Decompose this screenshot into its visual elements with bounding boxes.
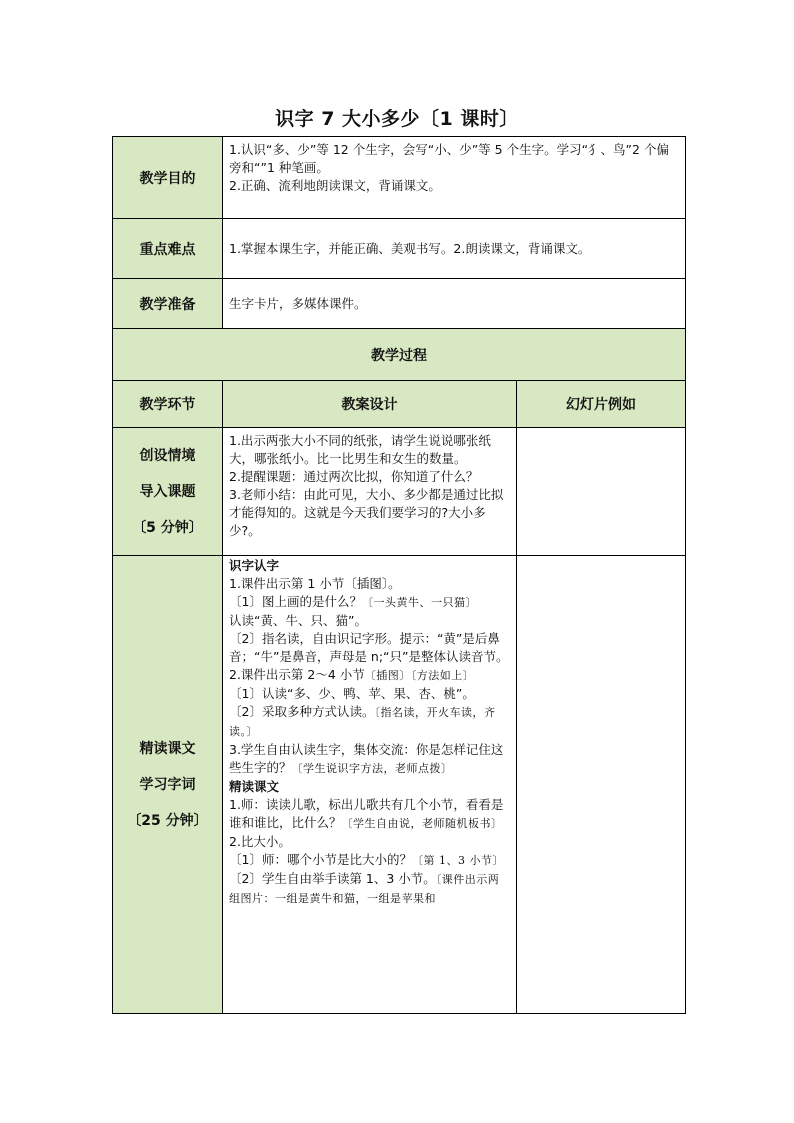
row-section-reading bbox=[113, 556, 686, 1014]
reading-slides-cell bbox=[517, 556, 686, 1014]
reading-line-4: 〔2〕指名读，自由识记字形。提示：“黄”是后鼻音；“牛”是鼻音，声母是 n;“只”是整体认读音节。 bbox=[229, 631, 509, 664]
row-section-intro bbox=[113, 428, 686, 556]
reading-label-line-3: 〔25 分钟〕 bbox=[127, 812, 208, 829]
column-header-design: 教案设计 bbox=[223, 381, 517, 428]
reading-line-2-note: 〔一头黄牛、一只猫〕 bbox=[361, 596, 477, 609]
intro-label-line-1: 创设情境 bbox=[139, 447, 196, 464]
reading-line-9-note: 〔学生自由说，老师随机板书〕 bbox=[341, 817, 503, 830]
process-header: 教学过程 bbox=[113, 329, 686, 381]
reading-line-11 bbox=[229, 851, 510, 870]
row-preparation bbox=[113, 279, 686, 329]
reading-line-8 bbox=[229, 741, 510, 778]
objectives-line-1: 1.认识“多、少”等 12 个生字，会写“小、少”等 5 个生字。学习“犭、鸟”2 个偏旁和“”1 种笔画。 bbox=[229, 142, 669, 175]
column-header-stage: 教学环节 bbox=[113, 381, 223, 428]
intro-content bbox=[223, 428, 517, 556]
reading-line-12 bbox=[229, 870, 510, 908]
reading-line-2 bbox=[229, 593, 510, 612]
reading-line-8-text: 3.学生自由认读生字，集体交流：你是怎样记住这些生字的？ bbox=[229, 742, 504, 775]
intro-label-line-3: 〔5 分钟〕 bbox=[132, 519, 203, 536]
objectives-content bbox=[223, 137, 686, 219]
reading-line-9 bbox=[229, 796, 510, 833]
intro-label-line-2: 导入课题 bbox=[139, 483, 196, 500]
lesson-plan-table bbox=[112, 136, 686, 1014]
page-title: 识字 7 大小多少〔1 课时〕 bbox=[275, 108, 519, 130]
reading-line-7-text: 〔2〕采取多种方式认读。 bbox=[229, 704, 375, 719]
intro-slides-cell bbox=[517, 428, 686, 556]
reading-line-11-note: 〔第 1、3 小节〕 bbox=[411, 854, 504, 867]
reading-line-9-text: 1.师：读读儿歌，标出儿歌共有几个小节，看看是谁和谁比，比什么？ bbox=[229, 797, 504, 830]
objectives-line-2: 2.正确、流利地朗读课文，背诵课文。 bbox=[229, 178, 441, 193]
intro-line-3: 3.老师小结：由此可见，大小、多少都是通过比拟才能得知的。这就是今天我们要学习的?大小多少?。 bbox=[229, 487, 504, 538]
row-column-headers bbox=[113, 381, 686, 428]
reading-line-7 bbox=[229, 703, 510, 741]
intro-label bbox=[113, 428, 223, 556]
reading-line-12-text: 〔2〕学生自由举手读第 1、3 小节。 bbox=[229, 871, 436, 886]
reading-content bbox=[223, 556, 517, 1014]
column-header-slides: 幻灯片例如 bbox=[517, 381, 686, 428]
reading-line-5-note: 〔插图〕〔方法如上〕 bbox=[364, 669, 475, 682]
row-process-header bbox=[113, 329, 686, 381]
intro-line-1: 1.出示两张大小不同的纸张，请学生说说哪张纸大，哪张纸小。比一比男生和女生的数量。 bbox=[229, 433, 491, 466]
reading-line-10: 2.比大小。 bbox=[229, 834, 291, 849]
reading-line-5-text: 2.课件出示第 2～4 小节 bbox=[229, 667, 365, 682]
keypoints-content: 1.掌握本课生字，并能正确、美观书写。2.朗读课文，背诵课文。 bbox=[223, 219, 686, 279]
reading-line-11-text: 〔1〕师：哪个小节是比大小的？ bbox=[229, 852, 412, 867]
reading-line-7-note: 〔指名读，开火车读，齐读。〕 bbox=[229, 706, 496, 738]
reading-subheading-1: 识字认字 bbox=[229, 558, 280, 573]
reading-line-2-text: 〔1〕图上画的是什么？ bbox=[229, 594, 362, 609]
reading-line-8-note: 〔学生说识字方法，老师点拨〕 bbox=[291, 762, 453, 775]
reading-subheading-2: 精读课文 bbox=[229, 779, 280, 794]
reading-line-3: 认读“黄、牛、只、猫”。 bbox=[229, 613, 367, 628]
keypoints-label: 重点难点 bbox=[113, 219, 223, 279]
reading-label bbox=[113, 556, 223, 1014]
reading-line-6: 〔1〕认读“多、少、鸭、苹、果、杏、桃”。 bbox=[229, 686, 475, 701]
reading-line-1: 1.课件出示第 1 小节〔插图〕。 bbox=[229, 576, 401, 591]
row-keypoints bbox=[113, 219, 686, 279]
reading-line-5 bbox=[229, 666, 510, 685]
preparation-label: 教学准备 bbox=[113, 279, 223, 329]
objectives-label: 教学目的 bbox=[113, 137, 223, 219]
reading-line-12-note: 〔课件出示两组图片：一组是黄牛和猫，一组是苹果和 bbox=[229, 873, 500, 905]
intro-line-2: 2.提醒课题：通过两次比拟，你知道了什么？ bbox=[229, 469, 479, 484]
reading-label-line-2: 学习字词 bbox=[139, 776, 196, 793]
row-objectives bbox=[113, 137, 686, 219]
preparation-content: 生字卡片，多媒体课件。 bbox=[223, 279, 686, 329]
reading-label-line-1: 精读课文 bbox=[139, 740, 196, 757]
